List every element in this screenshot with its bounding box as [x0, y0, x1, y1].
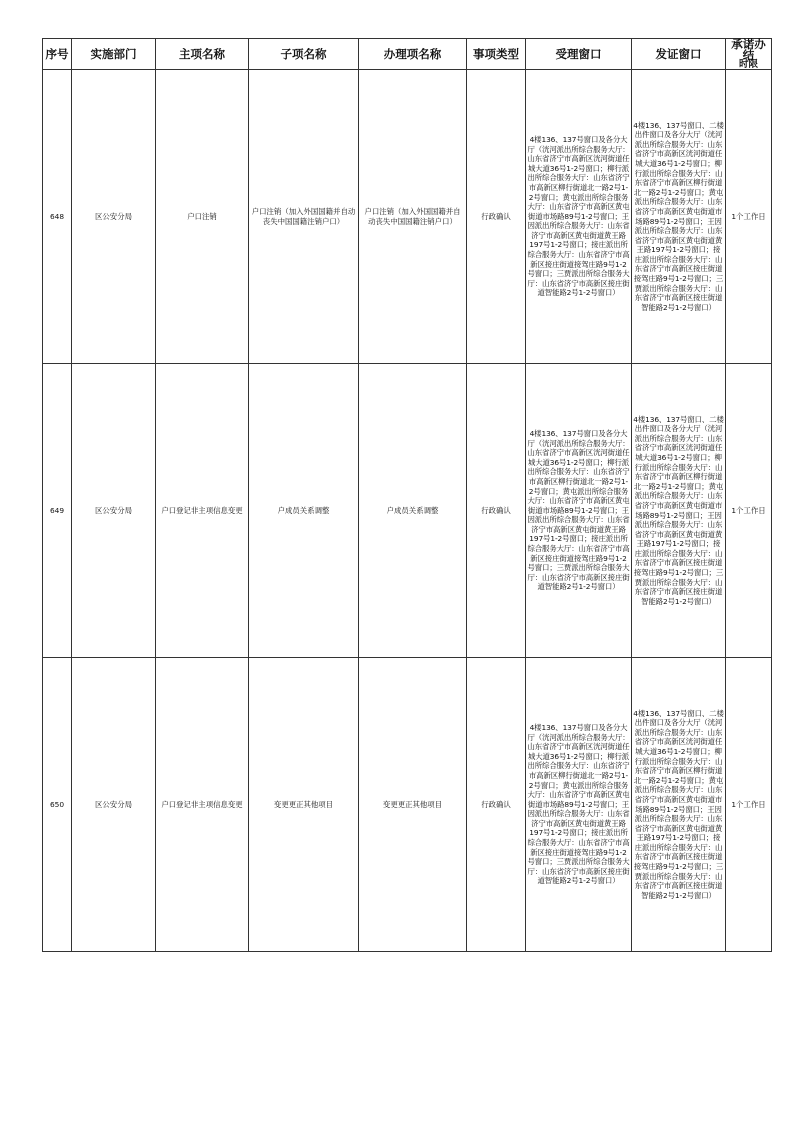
- row-main-item: [156, 658, 249, 952]
- row-main-item-text: 户口注销: [187, 211, 217, 221]
- table-row: [43, 658, 772, 952]
- row-handle-item-text: 户口注销（加入外国国籍并自动丧失中国国籍注销户口）: [364, 206, 461, 226]
- header-seq: 序号: [43, 39, 72, 70]
- row-sub-item-text: 户口注销（加入外国国籍并自动丧失中国国籍注销户口）: [251, 206, 356, 226]
- row-handle-item-text: 变更更正其他项目: [382, 799, 443, 809]
- header-issue-window: 发证窗口: [632, 39, 726, 70]
- row-promise: 1个工作日: [726, 364, 772, 658]
- row-handle-item: [359, 70, 467, 364]
- row-seq: 649: [43, 364, 72, 658]
- row-accept-window: [526, 70, 632, 364]
- row-issue-window-text: 4楼136、137号窗口、二楼出件窗口及各分大厅（洸河派出所综合服务大厅：山东省济宁市高新区洸河街道任城大道36号1-2号窗口；柳行派出所综合服务大厅：山东省济宁市高新区柳行街道北一路2号1-2号窗口；黄屯派出所综合服务大厅：山东省济宁市高新区黄屯街道市场路89号1-2号窗口；王因派出所综合服务大厅：山东省济宁市高新区黄屯街道黄王路197号1-2号窗口；接庄派出所综合服务大厅：山东省济宁市高新区接庄街道接驾庄路9号1-2号窗口；三贾派出所综合服务大厅：山东省济宁市高新区接庄街道智能路2号1-2号窗口）: [633, 120, 724, 312]
- row-dept: 区公安分局: [72, 364, 156, 658]
- row-accept-window-text: 4楼136、137号窗口及各分大厅（洸河派出所综合服务大厅：山东省济宁市高新区洸河街道任城大道36号1-2号窗口；柳行派出所综合服务大厅：山东省济宁市高新区柳行街道北一路2号1-2号窗口；黄屯派出所综合服务大厅：山东省济宁市高新区黄屯街道市场路89号1-2号窗口；王因派出所综合服务大厅：山东省济宁市高新区黄屯街道黄王路197号1-2号窗口；接庄派出所综合服务大厅：山东省济宁市高新区接庄街道接驾庄路9号1-2号窗口；三贾派出所综合服务大厅：山东省济宁市高新区接庄街道智能路2号1-2号窗口）: [527, 428, 630, 592]
- header-sub-item: 子项名称: [249, 39, 359, 70]
- row-dept: 区公安分局: [72, 70, 156, 364]
- row-handle-item: [359, 658, 467, 952]
- row-issue-window: [632, 364, 726, 658]
- row-sub-item: [249, 658, 359, 952]
- row-promise: 1个工作日: [726, 658, 772, 952]
- row-promise: 1个工作日: [726, 70, 772, 364]
- row-accept-window-text: 4楼136、137号窗口及各分大厅（洸河派出所综合服务大厅：山东省济宁市高新区洸河街道任城大道36号1-2号窗口；柳行派出所综合服务大厅：山东省济宁市高新区柳行街道北一路2号1-2号窗口；黄屯派出所综合服务大厅：山东省济宁市高新区黄屯街道市场路89号1-2号窗口；王因派出所综合服务大厅：山东省济宁市高新区黄屯街道黄王路197号1-2号窗口；接庄派出所综合服务大厅：山东省济宁市高新区接庄街道接驾庄路9号1-2号窗口；三贾派出所综合服务大厅：山东省济宁市高新区接庄街道智能路2号1-2号窗口）: [527, 722, 630, 886]
- header-accept-window: 受理窗口: [526, 39, 632, 70]
- row-handle-item: [359, 364, 467, 658]
- row-issue-window-text: 4楼136、137号窗口、二楼出件窗口及各分大厅（洸河派出所综合服务大厅：山东省济宁市高新区洸河街道任城大道36号1-2号窗口；柳行派出所综合服务大厅：山东省济宁市高新区柳行街道北一路2号1-2号窗口；黄屯派出所综合服务大厅：山东省济宁市高新区黄屯街道市场路89号1-2号窗口；王因派出所综合服务大厅：山东省济宁市高新区黄屯街道黄王路197号1-2号窗口；接庄派出所综合服务大厅：山东省济宁市高新区接庄街道接驾庄路9号1-2号窗口；三贾派出所综合服务大厅：山东省济宁市高新区接庄街道智能路2号1-2号窗口）: [633, 414, 724, 606]
- row-type: 行政确认: [467, 70, 526, 364]
- row-accept-window-text: 4楼136、137号窗口及各分大厅（洸河派出所综合服务大厅：山东省济宁市高新区洸河街道任城大道36号1-2号窗口；柳行派出所综合服务大厅：山东省济宁市高新区柳行街道北一路2号1-2号窗口；黄屯派出所综合服务大厅：山东省济宁市高新区黄屯街道市场路89号1-2号窗口；王因派出所综合服务大厅：山东省济宁市高新区黄屯街道黄王路197号1-2号窗口；接庄派出所综合服务大厅：山东省济宁市高新区接庄街道接驾庄路9号1-2号窗口；三贾派出所综合服务大厅：山东省济宁市高新区接庄街道智能路2号1-2号窗口）: [527, 134, 630, 298]
- row-main-item-text: 户口登记非主项信息变更: [161, 799, 243, 809]
- table-row: [43, 364, 772, 658]
- row-accept-window: [526, 658, 632, 952]
- row-main-item: [156, 364, 249, 658]
- row-issue-window-text: 4楼136、137号窗口、二楼出件窗口及各分大厅（洸河派出所综合服务大厅：山东省济宁市高新区洸河街道任城大道36号1-2号窗口；柳行派出所综合服务大厅：山东省济宁市高新区柳行街道北一路2号1-2号窗口；黄屯派出所综合服务大厅：山东省济宁市高新区黄屯街道市场路89号1-2号窗口；王因派出所综合服务大厅：山东省济宁市高新区黄屯街道黄王路197号1-2号窗口；接庄派出所综合服务大厅：山东省济宁市高新区接庄街道接驾庄路9号1-2号窗口；三贾派出所综合服务大厅：山东省济宁市高新区接庄街道智能路2号1-2号窗口）: [633, 708, 724, 900]
- row-issue-window: [632, 70, 726, 364]
- header-promise: [726, 39, 772, 70]
- row-sub-item-text: 户成员关系调整: [277, 505, 330, 515]
- row-accept-window: [526, 364, 632, 658]
- row-issue-window: [632, 658, 726, 952]
- row-type: 行政确认: [467, 364, 526, 658]
- row-sub-item: [249, 70, 359, 364]
- header-promise-line1: 承诺办结: [731, 37, 766, 62]
- header-promise-line2: 时限: [738, 59, 758, 70]
- row-handle-item-text: 户成员关系调整: [386, 505, 439, 515]
- header-type: 事项类型: [467, 39, 526, 70]
- row-dept: 区公安分局: [72, 658, 156, 952]
- header-handle-item: 办理项名称: [359, 39, 467, 70]
- service-items-table: [42, 38, 772, 952]
- row-sub-item: [249, 364, 359, 658]
- header-main-item: 主项名称: [156, 39, 249, 70]
- header-row: [43, 39, 772, 70]
- row-seq: 648: [43, 70, 72, 364]
- row-seq: 650: [43, 658, 72, 952]
- table-row: [43, 70, 772, 364]
- row-main-item-text: 户口登记非主项信息变更: [161, 505, 243, 515]
- row-sub-item-text: 变更更正其他项目: [273, 799, 334, 809]
- row-main-item: [156, 70, 249, 364]
- row-type: 行政确认: [467, 658, 526, 952]
- header-dept: 实施部门: [72, 39, 156, 70]
